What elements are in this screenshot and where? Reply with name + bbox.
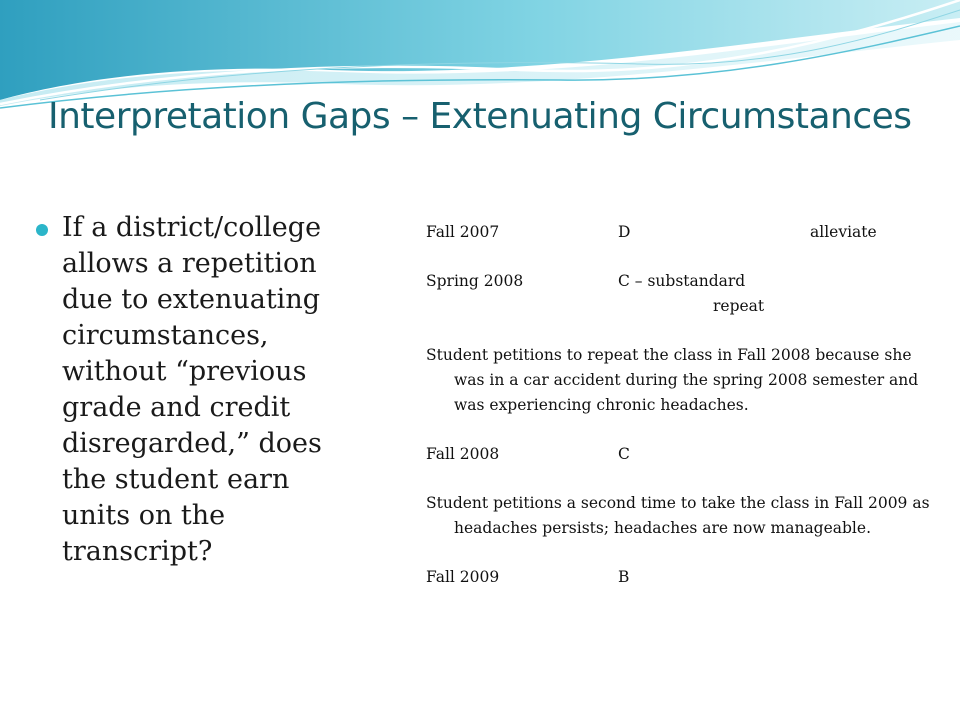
record-row-fall2009 xyxy=(426,565,946,590)
grade-label: B xyxy=(618,568,630,586)
record-panel xyxy=(426,220,946,590)
record-row-fall2008 xyxy=(426,442,946,467)
record-row-fall2007 xyxy=(426,220,946,245)
bullet-dot-icon xyxy=(36,224,48,236)
petition-paragraph-1: Student petitions to repeat the class in Fall 2008 because she was in a car accident during the spring 2008 semester and was experiencing chronic headaches. xyxy=(426,346,919,414)
record-row-spring2008-note xyxy=(426,294,946,319)
term-label: Fall 2009 xyxy=(426,568,500,586)
bullet-item xyxy=(36,210,356,570)
grade-label: C – substandard xyxy=(618,272,746,290)
slide-title: Interpretation Gaps – Extenuating Circumstances xyxy=(48,96,912,137)
note-label: alleviate xyxy=(810,223,877,241)
record-row-spring2008 xyxy=(426,269,946,294)
note-label: repeat xyxy=(713,297,765,315)
term-label: Fall 2007 xyxy=(426,223,500,241)
petition-paragraph-2: Student petitions a second time to take the class in Fall 2009 as headaches persists; headaches are now manageable. xyxy=(426,494,930,537)
bullet-text: If a district/college allows a repetition due to extenuating circumstances, without “previous grade and credit disregarded,” does the student earn units on the transcript? xyxy=(62,212,322,567)
grade-label: D xyxy=(618,223,631,241)
term-label: Fall 2008 xyxy=(426,445,500,463)
term-label: Spring 2008 xyxy=(426,272,524,290)
grade-label: C xyxy=(618,445,630,463)
